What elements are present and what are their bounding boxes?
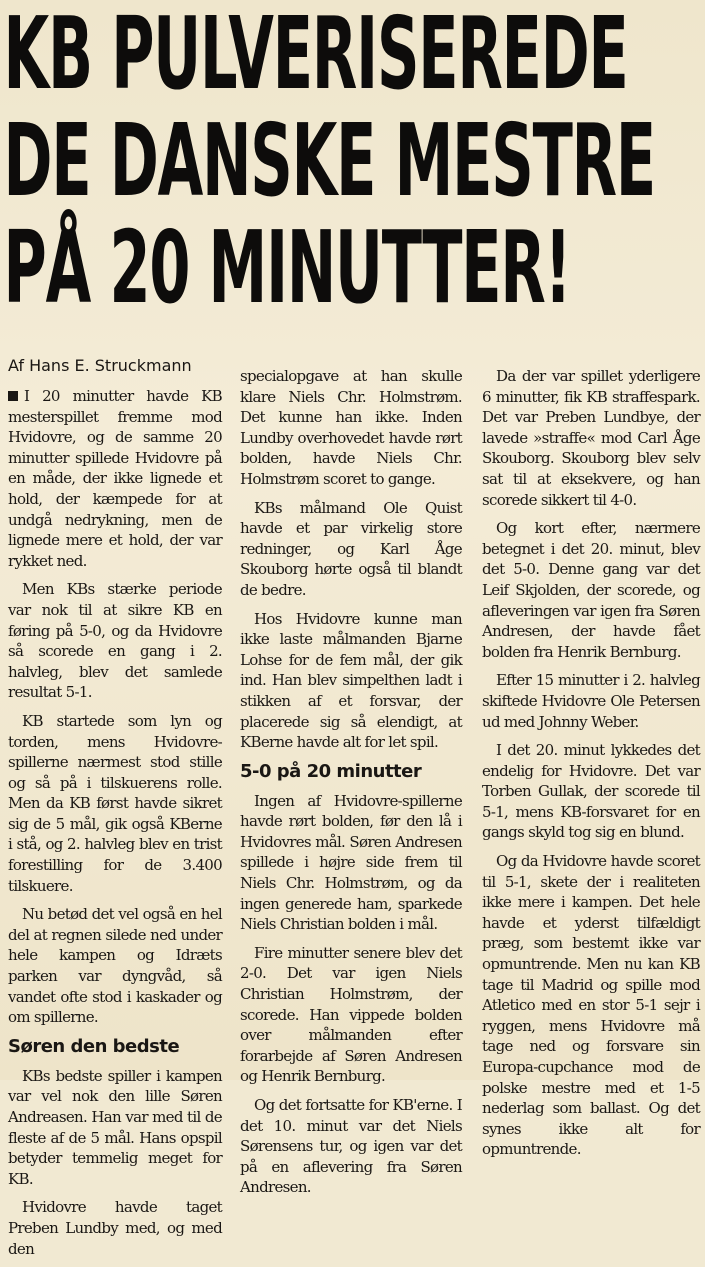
headline-line-3: PÅ 20 MINUTTER! — [3, 209, 571, 326]
paragraph: Fire minutter senere blev det 2-0. Det var igen Niels Christian Holmstrøm, der scorede. Han vippede bolden over målmanden efter forarbejde af Søren Andresen og Henrik Bernburg. — [240, 943, 462, 1086]
paragraph: Og kort efter, nærmere betegnet i det 20. minut, blev det 5-0. Denne gang var det Leif Skjolden, der scorede, og afleveringen var igen fra Søren Andresen, der havde fået bolden fra Henrik Bernburg. — [482, 519, 700, 661]
paragraph: Ingen af Hvidovre-spillerne havde rørt bolden, før den lå i Hvidovres mål. Søren Andresen spillede i højre side frem til Niels Chr. Holmstrøm, og da ingen generede ham, sparkede Niels Christian bolden i mål. — [240, 791, 462, 934]
headline-line-2: DE DANSKE MESTRE — [3, 102, 656, 219]
paragraph-text: I 20 minutter havde KB mesterspillet fremme mod Hvidovre, og de samme 20 minutter spillede Hvidovre på en måde, der ikke lignede et hold, der kæmpede for at undgå nedrykning, men de lignede mere et hold, der var rykket ned. — [8, 387, 222, 570]
paragraph: specialopgave at han skulle klare Niels Chr. Holmstrøm. Det kunne han ikke. Inden Lundby overhovedet havde rørt bolden, havde Niels Chr. Holmstrøm scoret to gange. — [240, 367, 462, 488]
subheading-score: 5-0 på 20 minutter — [240, 760, 422, 782]
paragraph — [8, 386, 222, 571]
headline — [0, 0, 705, 326]
paragraph: Hvidovre havde taget Preben Lundby med, og med den — [8, 1198, 222, 1258]
paragraph: Hos Hvidovre kunne man ikke laste målmanden Bjarne Lohse for de fem mål, der gik ind. Han blev simpelthen ladt i stikken af et forsvar, der placerede sig så elendigt, at KBerne havde alt for let spil. — [240, 609, 462, 752]
paragraph: KBs målmand Ole Quist havde et par virkelig store redninger, og Karl Åge Skouborg hørte også til blandt de bedre. — [240, 498, 462, 599]
paragraph: I det 20. minut lykkedes det endelig for Hvidovre. Det var Torben Gullak, der scorede til 5-1, mens KB-forsvaret for en gangs skyld tog sig en blund. — [482, 741, 700, 842]
paragraph: Efter 15 minutter i 2. halvleg skiftede Hvidovre Ole Petersen ud med Johnny Weber. — [482, 671, 700, 731]
paragraph: Men KBs stærke periode var nok til at sikre KB en føring på 5-0, og da Hvidovre så scorede en gang i 2. halvleg, blev det samlede resultat 5-1. — [8, 580, 222, 702]
article-column-3 — [482, 366, 700, 1168]
headline-line-1: KB PULVERISEREDE — [3, 0, 628, 112]
paragraph: KBs bedste spiller i kampen var vel nok den lille Søren Andreasen. Han var med til de fleste af de 5 mål. Hans opspil betyder temmelig meget for KB. — [8, 1066, 222, 1188]
paragraph: Og det fortsatte for KB'erne. I det 10. minut var det Niels Sørensens tur, og igen var det på en aflevering fra Søren Andresen. — [240, 1096, 462, 1197]
paragraph: Nu betød det vel også en hel del at regnen silede ned under hele kampen og Idræts parken var dyngvåd, så vandet ofte stod i kaskader og om spillerne. — [8, 905, 222, 1027]
subheading-soren: Søren den bedste — [8, 1035, 180, 1057]
paragraph: KB startede som lyn og torden, mens Hvidovre-spillerne nærmest stod stille og så på i tilskuerens rolle. Men da KB først havde sikret sig de 5 mål, gik også KBerne i stå, og 2. halvleg blev en trist forestilling for de 3.400 tilskuere. — [8, 711, 222, 895]
byline: Af Hans E. Struckmann — [8, 356, 192, 375]
square-bullet-icon — [8, 391, 18, 401]
article-column-1 — [8, 386, 222, 1267]
paragraph: Da der var spillet yderligere 6 minutter, fik KB straffespark. Det var Preben Lundbye, der lavede »straffe« mod Carl Åge Skouborg. Skouborg blev selv sat til at eksekvere, og han scorede sikkert til 4-0. — [482, 367, 700, 509]
paragraph: Og da Hvidovre havde scoret til 5-1, skete der i realiteten ikke mere i kampen. Det hele havde et yderst tilfældigt præg, som bestemt ikke var opmuntrende. Men nu kan KB tage til Madrid og spille mod Atletico med en stor 5-1 sejr i ryggen, mens Hvidovre må tage ned og forsvare sin Europa-cupchance mod de polske mestre med et 1-5 nederlag som ballast. Og det synes ikke alt for opmuntrende. — [482, 852, 700, 1159]
article-column-2 — [240, 366, 462, 1206]
